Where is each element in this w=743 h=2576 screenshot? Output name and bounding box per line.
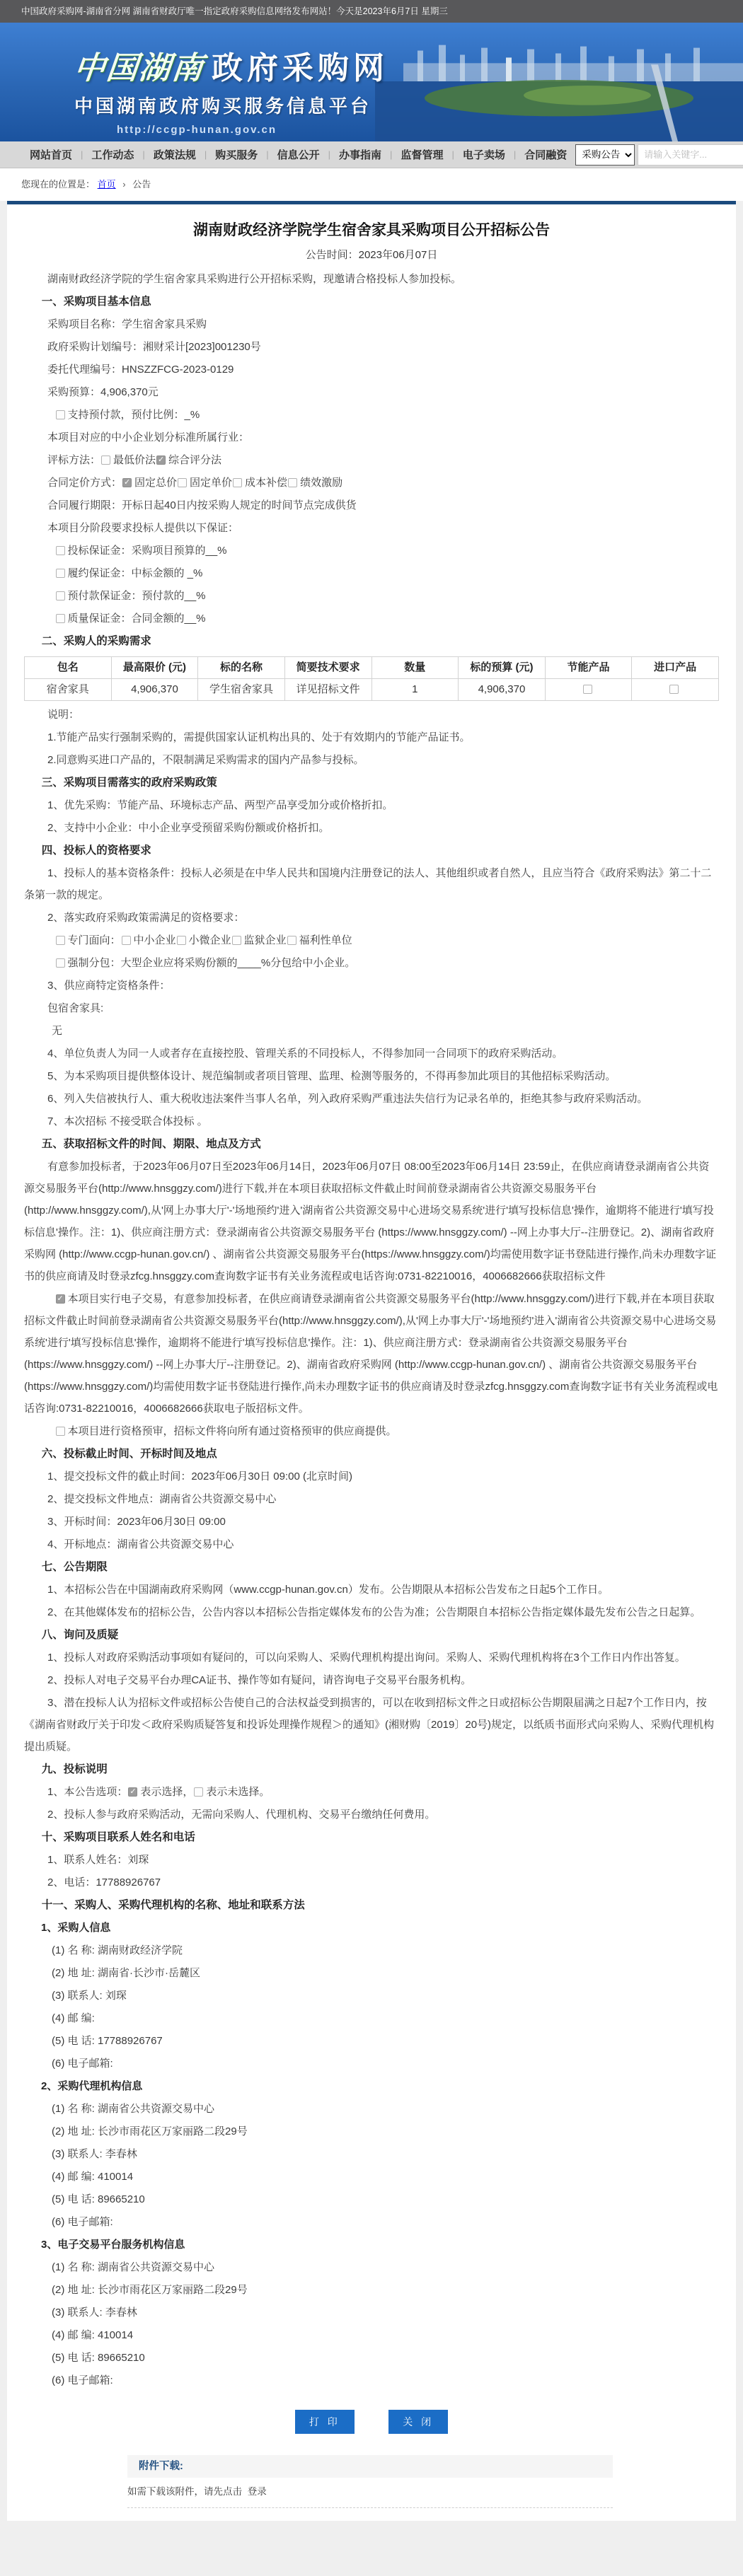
- attachment-login-hint: [127, 2483, 613, 2500]
- print-button[interactable]: 打 印: [295, 2410, 355, 2434]
- article-paragraph: 1、投标人的基本资格条件：投标人必须是在中华人民共和国境内注册登记的法人、其他组织或者自然人，且应当符合《政府采购法》第二十二条第一款的规定。: [24, 867, 712, 901]
- article-paragraph: (5) 电 话: 89665210: [52, 2352, 145, 2364]
- login-link[interactable]: 登录: [247, 2486, 267, 2497]
- article-paragraph: 3、供应商特定资格条件：: [47, 980, 171, 992]
- article-paragraph: 4、单位负责人为同一人或者存在直接控股、管理关系的不同投标人，不得参加同一合同项下的政府采购活动。: [47, 1048, 563, 1060]
- article-paragraph: 政府采购计划编号：湘财采计[2023]001230号: [47, 341, 261, 353]
- nav-separator: |: [328, 149, 331, 160]
- article-paragraph: 采购预算：4,906,370元: [47, 386, 159, 398]
- article-paragraph: (6) 电子邮箱:: [52, 2216, 113, 2228]
- checkbox-checked-icon: [156, 456, 166, 465]
- table-header-cell: 包名: [25, 657, 112, 679]
- checkbox-unchecked-icon: [233, 478, 242, 487]
- article-paragraph: 2、电话：17788926767: [47, 1876, 161, 1889]
- table-cell: 宿舍家具: [25, 679, 112, 701]
- main-navbar: [0, 141, 743, 168]
- attachment-hint-text: 如需下载该附件，请先点击: [127, 2486, 242, 2497]
- article-paragraph: 本项目分阶段要求投标人提供以下保证：: [47, 522, 239, 534]
- article-paragraph: 2、在其他媒体发布的招标公告，公告内容以本招标公告指定媒体发布的公告为准；公告期限自本招标公告指定媒体最先发布公告之日起算。: [47, 1606, 701, 1618]
- article-paragraph: 有意参加投标者，于2023年06月07日至2023年06月14日，2023年06月07日 08:00至2023年06月14日 23:59止，在供应商请登录湖南省公共资源交易服务平台(http://www.hnsggzy.com/)进行下载,并在本项目获取招标文件截止时间前登录湖南省公共资源交易服务平台(http://www.hnsggzy.com/),从'网上办事大厅'-'场地预约'进入'湖南省公共资源交易中心进场交易系统'进行'填写投标信息'操作，逾期将不能进行'填写投标信息'操作。注：1)、供应商注册方式：登录湖南省公共资源交易服务平台 (https://www.hnsggzy.com/) --网上办事大厅--注册登记。2)、湖南省政府采购网 (http://www.ccgp-hunan.gov.cn/) 、湖南省公共资源交易服务平台(https://www.hnsggzy.com/)均需使用数字证书登陆进行操作,尚未办理数字证书的供应商请及时登录zfcg.hnsggzy.com查询数字证书有关业务流程或电话咨询:0731-82210016，4006682666获取招标文件: [24, 1161, 716, 1282]
- breadcrumb-prefix: 您现在的位置是：: [21, 179, 96, 190]
- article-paragraph: 1、优先采购：节能产品、环境标志产品、两型产品享受加分或价格折扣。: [47, 799, 393, 811]
- table-header-row: [25, 657, 719, 679]
- sub-heading: 1、采购人信息: [41, 1922, 111, 1934]
- table-header-cell: 节能产品: [545, 657, 632, 679]
- section-heading: 十、采购项目联系人姓名和电话: [41, 1831, 195, 1843]
- section-heading: 一、采购项目基本信息: [41, 296, 151, 308]
- nav-item-5[interactable]: 办事指南: [339, 149, 382, 161]
- breadcrumb-separator: ›: [122, 179, 126, 190]
- article-paragraph: (1) 名 称: 湖南财政经济学院: [52, 1944, 183, 1956]
- article-paragraph: 合同履行期限：开标日起40日内按采购人规定的时间节点完成供货: [47, 499, 357, 511]
- nav-item-4[interactable]: 信息公开: [277, 149, 320, 161]
- article-paragraph: (2) 地 址: 长沙市雨花区万家丽路二段29号: [52, 2125, 248, 2137]
- article-paragraph: (4) 邮 编: 410014: [52, 2171, 134, 2183]
- article-paragraph: 包宿舍家具:: [47, 1002, 104, 1014]
- nav-item-1[interactable]: 工作动态: [91, 149, 134, 161]
- checkbox-unchecked-icon: [56, 1427, 65, 1436]
- checkbox-line: 支持预付款，预付比例：_%: [24, 404, 719, 426]
- article-paragraph: (6) 电子邮箱:: [52, 2374, 113, 2386]
- checkbox-unchecked-icon: [56, 591, 65, 601]
- section-heading: 十一、采购人、采购代理机构的名称、地址和联系方法: [41, 1899, 305, 1911]
- article-paragraph: 无: [52, 1025, 63, 1037]
- article-paragraph: 2、提交投标文件地点：湖南省公共资源交易中心: [47, 1493, 277, 1505]
- nav-item-0[interactable]: 网站首页: [30, 149, 73, 161]
- table-header-cell: 标的预算 (元): [459, 657, 546, 679]
- checkbox-line: ✓本项目实行电子交易，有意参加投标者，在供应商请登录湖南省公共资源交易服务平台(http://www.hnsggzy.com/)进行下载,并在本项目获取招标文件截止时间前登录湖南省公共资源交易服务平台(http://www.hnsggzy.com/),从'网上办事大厅'-'场地预约'进入'湖南省公共资源交易中心进场交易系统'进行'填写投标信息'操作，逾期将不能进行'填写投标信息'操作。注：1)、供应商注册方式：登录湖南省公共资源交易服务平台 (https://www.hnsggzy.com/) --网上办事大厅--注册登记。2)、湖南省政府采购网 (http://www.ccgp-hunan.gov.cn/) 、湖南省公共资源交易服务平台(https://www.hnsggzy.com/)均需使用数字证书登陆进行操作,尚未办理数字证书的供应商请及时登录zfcg.hnsggzy.com查询数字证书有关业务流程或电话咨询:0731-82210016，4006682666获取电子版招标文件。: [24, 1288, 719, 1420]
- nav-items: [21, 147, 575, 162]
- article-paragraph: 说明：: [47, 709, 80, 721]
- checkbox-options-line: 1、本公告选项： ✓ 表示选择， 表示未选择。: [24, 1781, 719, 1803]
- article-paragraph: 本项目对应的中小企业划分标准所属行业：: [47, 431, 250, 443]
- checkbox-line: 履约保证金：中标金额的 _%: [24, 562, 719, 584]
- checkbox-unchecked-icon: [56, 410, 65, 419]
- section-heading: 八、询问及质疑: [41, 1629, 119, 1641]
- section-heading: 五、获取招标文件的时间、期限、地点及方式: [41, 1138, 261, 1150]
- checkbox-unchecked-icon: [56, 614, 65, 623]
- article-paragraph: 2、投标人对电子交易平台办理CA证书、操作等如有疑问，请咨询电子交易平台服务机构。: [47, 1674, 472, 1686]
- breadcrumb-current: 公告: [132, 179, 151, 190]
- article-paragraph: 7、本次招标 不接受联合体投标 。: [47, 1115, 208, 1127]
- section-heading: 二、采购人的采购需求: [41, 635, 151, 647]
- table-checkbox-cell: [632, 679, 719, 701]
- nav-item-6[interactable]: 监督管理: [401, 149, 444, 161]
- table-header-cell: 简要技术要求: [284, 657, 372, 679]
- checkbox-unchecked-icon: [669, 685, 679, 694]
- article-paragraph: (3) 联系人: 刘琛: [52, 1990, 127, 2002]
- nav-separator: |: [390, 149, 393, 160]
- checkbox-checked-icon: [56, 1294, 65, 1304]
- article-paragraph: (5) 电 话: 17788926767: [52, 2035, 163, 2047]
- close-button[interactable]: 关 闭: [388, 2410, 448, 2434]
- checkbox-unchecked-icon: [56, 958, 65, 968]
- action-buttons: [24, 2410, 719, 2434]
- section-heading: 七、公告期限: [41, 1561, 108, 1573]
- footer-divider: [127, 2507, 613, 2508]
- table-row: [25, 679, 719, 701]
- checkbox-unchecked-icon: [232, 936, 241, 945]
- nav-separator: |: [81, 149, 83, 160]
- article-paragraph: 1、投标人对政府采购活动事项如有疑问的，可以向采购人、采购代理机构提出询问。采购人、采购代理机构将在3个工作日内作出答复。: [47, 1652, 686, 1664]
- checkbox-unchecked-icon: [178, 478, 187, 487]
- article-body: [24, 291, 719, 2391]
- article-paragraph: (3) 联系人: 李春林: [52, 2148, 137, 2160]
- nav-item-8[interactable]: 合同融资: [524, 149, 568, 161]
- checkbox-unchecked-icon: [194, 1787, 203, 1797]
- table-cell: 详见招标文件: [284, 679, 372, 701]
- nav-item-2[interactable]: 政策法规: [153, 149, 196, 161]
- article-paragraph: 1.节能产品实行强制采购的，需提供国家认证机构出具的、处于有效期内的节能产品证书。: [47, 731, 471, 743]
- table-header-cell: 最高限价 (元): [111, 657, 198, 679]
- announcement-card: [7, 201, 736, 2521]
- article-paragraph: (4) 邮 编:: [52, 2012, 95, 2024]
- checkbox-options-line: 专门面向： 中小企业 小微企业 监狱企业 福利性单位: [24, 929, 719, 951]
- checkbox-checked-icon: [128, 1787, 137, 1797]
- site-logo-calligraphy: 中国湖南: [71, 51, 207, 86]
- article-paragraph: 2、支持中小企业：中小企业享受预留采购份额或价格折扣。: [47, 822, 330, 834]
- section-heading: 九、投标说明: [41, 1763, 108, 1775]
- table-cell: 1: [372, 679, 459, 701]
- publish-time: 公告时间：2023年06月07日: [305, 249, 438, 261]
- checkbox-unchecked-icon: [287, 936, 296, 945]
- nav-item-3[interactable]: 购买服务: [215, 149, 258, 161]
- checkbox-unchecked-icon: [56, 546, 65, 555]
- checkbox-checked-icon: [122, 478, 132, 487]
- article-paragraph: (1) 名 称: 湖南省公共资源交易中心: [52, 2103, 215, 2115]
- checkbox-unchecked-icon: [56, 936, 65, 945]
- article-paragraph: 3、潜在投标人认为招标文件或招标公告使自己的合法权益受到损害的，可以在收到招标文件之日或招标公告期限届满之日起7个工作日内，按《湖南省财政厅关于印发＜政府采购质疑答复和投诉处理操作规程＞的通知》(湘财购〔2019〕20号)规定，以纸质书面形式向采购人、采购代理机构提出质疑。: [24, 1697, 715, 1753]
- checkbox-unchecked-icon: [288, 478, 297, 487]
- article-paragraph: 委托代理编号：HNSZZFCG-2023-0129: [47, 364, 234, 376]
- article-paragraph: (4) 邮 编: 410014: [52, 2329, 134, 2341]
- article-paragraph: 2.同意购买进口产品的，不限制满足采购需求的国内产品参与投标。: [47, 754, 364, 766]
- section-heading: 三、采购项目需落实的政府采购政策: [41, 777, 217, 789]
- article-paragraph: (1) 名 称: 湖南省公共资源交易中心: [52, 2261, 215, 2273]
- sub-heading: 3、电子交易平台服务机构信息: [41, 2239, 185, 2251]
- article-paragraph: 采购项目名称：学生宿舍家具采购: [47, 318, 207, 330]
- search-area: [575, 144, 743, 166]
- article-paragraph: 2、落实政府采购政策需满足的资格要求：: [47, 912, 245, 924]
- table-cell: 4,906,370: [459, 679, 546, 701]
- nav-item-7[interactable]: 电子卖场: [462, 149, 505, 161]
- checkbox-unchecked-icon: [583, 685, 592, 694]
- article-paragraph: (2) 地 址: 湖南省·长沙市·岳麓区: [52, 1967, 200, 1979]
- checkbox-line: 预付款保证金：预付款的__%: [24, 585, 719, 607]
- table-header-cell: 标的名称: [198, 657, 285, 679]
- checkbox-line: 本项目进行资格预审，招标文件将向所有通过资格预审的供应商提供。: [24, 1420, 719, 1442]
- section-heading: 四、投标人的资格要求: [41, 845, 151, 857]
- nav-separator: |: [451, 149, 454, 160]
- search-category-select[interactable]: [575, 144, 635, 166]
- table-header-cell: 进口产品: [632, 657, 719, 679]
- site-banner: [0, 23, 743, 141]
- nav-separator: |: [266, 149, 269, 160]
- search-input[interactable]: [638, 144, 743, 166]
- checkbox-options-line: 评标方法： 最低价法 ✓ 综合评分法: [24, 449, 719, 471]
- site-notice-bar: 中国政府采购网-湖南省分网 湖南省财政厅唯一指定政府采购信息网络发布网站！今天是2023年6月7日 星期三: [0, 0, 743, 23]
- nav-separator: |: [142, 149, 145, 160]
- article-paragraph: 1、联系人姓名：刘琛: [47, 1854, 149, 1866]
- breadcrumb: [0, 168, 743, 201]
- article-paragraph: (6) 电子邮箱:: [52, 2058, 113, 2070]
- article-paragraph: (5) 电 话: 89665210: [52, 2193, 145, 2205]
- article-paragraph: 1、本招标公告在中国湖南政府采购网（www.ccgp-hunan.gov.cn）发布。公告期限从本招标公告发布之日起5个工作日。: [47, 1584, 609, 1596]
- checkbox-line: 投标保证金：采购项目预算的__%: [24, 540, 719, 562]
- procurement-requirements-table: [24, 656, 719, 701]
- site-logo-title: 政府采购网: [212, 51, 388, 86]
- article-paragraph: 1、提交投标文件的截止时间：2023年06月30日 09:00 (北京时间): [47, 1470, 352, 1483]
- table-checkbox-cell: [545, 679, 632, 701]
- checkbox-unchecked-icon: [101, 456, 110, 465]
- breadcrumb-home-link[interactable]: 首页: [97, 179, 116, 190]
- nav-separator: |: [204, 149, 207, 160]
- checkbox-unchecked-icon: [122, 936, 131, 945]
- article-paragraph: 2、投标人参与政府采购活动，无需向采购人、代理机构、交易平台缴纳任何费用。: [47, 1809, 436, 1821]
- table-cell: 学生宿舍家具: [198, 679, 285, 701]
- table-cell: 4,906,370: [111, 679, 198, 701]
- site-url: http://ccgp-hunan.gov.cn: [117, 124, 277, 136]
- checkbox-options-line: 合同定价方式： ✓ 固定总价 固定单价 成本补偿 绩效激励: [24, 472, 719, 494]
- checkbox-line: 质量保证金：合同金额的__%: [24, 608, 719, 630]
- table-header-cell: 数量: [372, 657, 459, 679]
- article-paragraph: 3、开标时间：2023年06月30日 09:00: [47, 1516, 226, 1528]
- checkbox-line: 强制分包：大型企业应将采购份额的____%分包给中小企业。: [24, 952, 719, 974]
- article-paragraph: 4、开标地点：湖南省公共资源交易中心: [47, 1538, 234, 1550]
- sub-heading: 2、采购代理机构信息: [41, 2080, 143, 2092]
- checkbox-unchecked-icon: [56, 569, 65, 578]
- attachment-download-header: 附件下载:: [127, 2455, 613, 2478]
- page-title: 湖南财政经济学院学生宿舍家具采购项目公开招标公告: [193, 222, 550, 238]
- checkbox-unchecked-icon: [177, 936, 186, 945]
- section-heading: 六、投标截止时间、开标时间及地点: [41, 1448, 217, 1460]
- article-paragraph: 5、为本采购项目提供整体设计、规范编制或者项目管理、监理、检测等服务的，不得再参加此项目的其他招标采购活动。: [47, 1070, 616, 1082]
- article-intro: 湖南财政经济学院的学生宿舍家具采购进行公开招标采购，现邀请合格投标人参加投标。: [47, 273, 462, 285]
- nav-separator: |: [513, 149, 517, 160]
- article-paragraph: 6、列入失信被执行人、重大税收违法案件当事人名单，列入政府采购严重违法失信行为记录名单的，拒绝其参与政府采购活动。: [47, 1093, 648, 1105]
- article-paragraph: (3) 联系人: 李春林: [52, 2307, 137, 2319]
- article-paragraph: (2) 地 址: 长沙市雨花区万家丽路二段29号: [52, 2284, 248, 2296]
- site-subtitle: 中国湖南政府购买服务信息平台: [74, 95, 372, 117]
